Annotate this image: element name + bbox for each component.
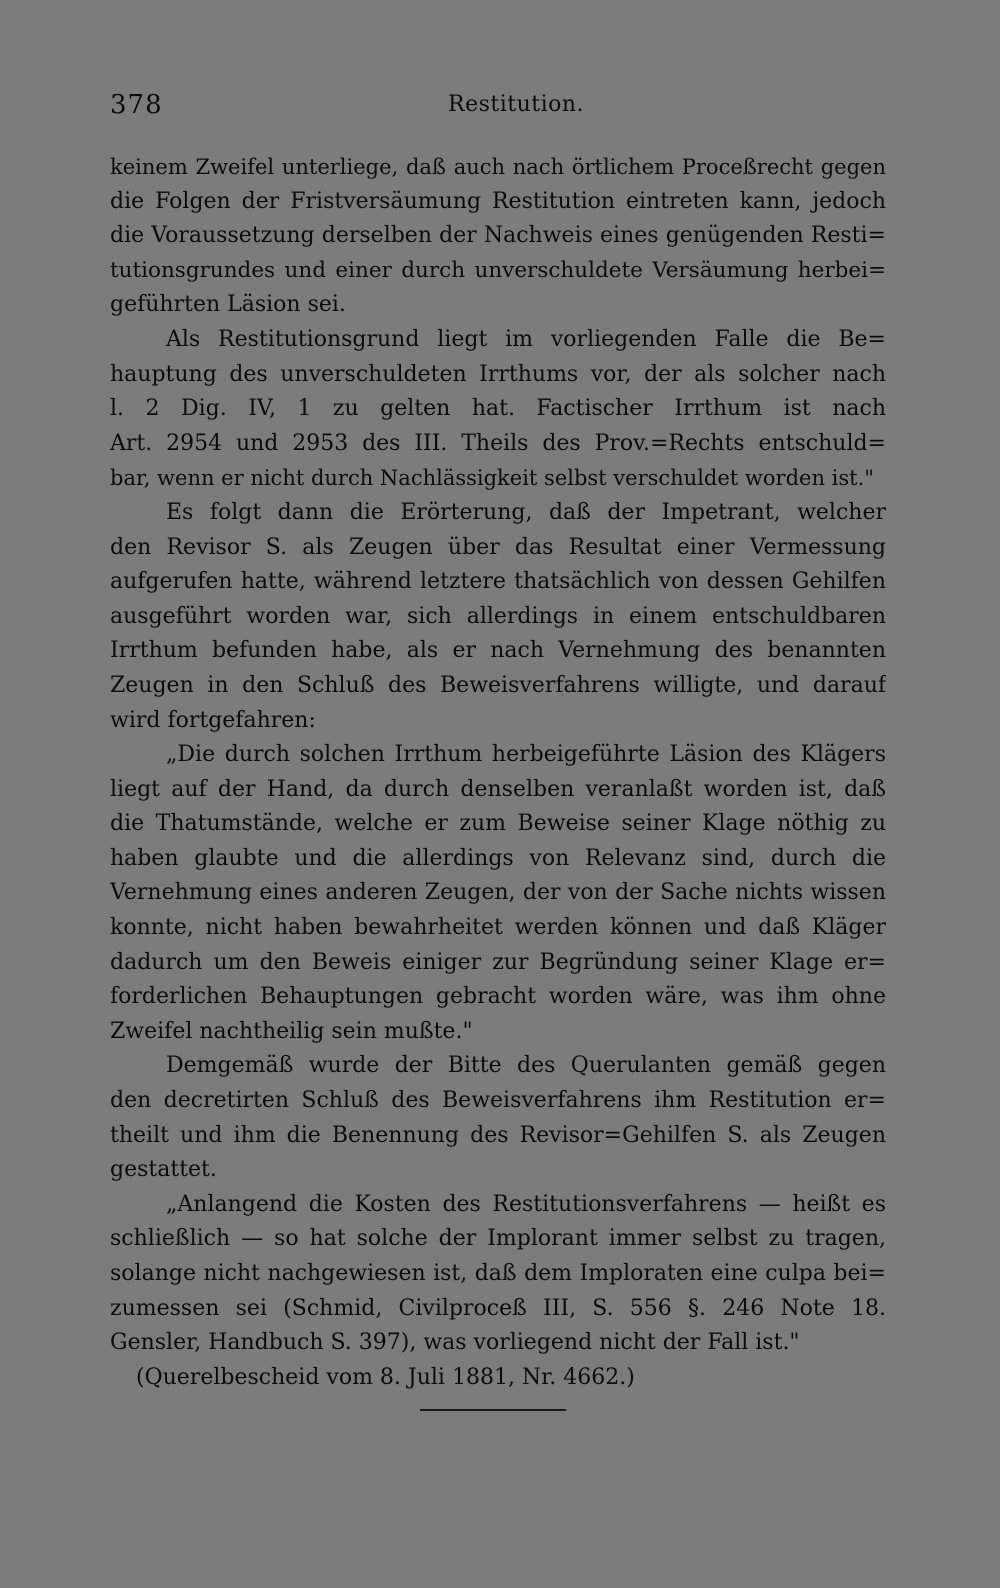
text-line: Vernehmung eines anderen Zeugen, der von der Sache nichts wissen: [110, 880, 886, 906]
text-line: „Die durch solchen Irrthum herbeigeführte Läsion des Klägers: [166, 742, 886, 768]
text-line: l. 2 Dig. IV, 1 zu gelten hat. Factischer Irrthum ist nach: [110, 396, 886, 422]
text-line: Zeugen in den Schluß des Beweisverfahrens willigte, und darauf: [110, 672, 886, 698]
text-line: theilt und ihm die Benennung des Revisor=Gehilfen S. als Zeugen: [110, 1122, 886, 1148]
text-line: (Querelbescheid vom 8. Juli 1881, Nr. 4662.): [136, 1364, 635, 1390]
text-line: konnte, nicht haben bewahrheitet werden können und daß Kläger: [110, 915, 886, 941]
end-rule: [420, 1409, 566, 1411]
text-line: Irrthum befunden habe, als er nach Vernehmung des benannten: [110, 638, 886, 664]
page-number: 378: [110, 90, 163, 120]
text-line: wird fortgefahren:: [110, 707, 316, 733]
running-title: Restitution.: [448, 92, 585, 117]
text-line: Es folgt dann die Erörterung, daß der Impetrant, welcher: [166, 499, 886, 525]
text-line: forderlichen Behauptungen gebracht worden wäre, was ihm ohne: [110, 984, 886, 1010]
text-line: „Anlangend die Kosten des Restitutionsverfahrens — heißt es: [166, 1191, 886, 1217]
text-line: haben glaubte und die allerdings von Relevanz sind, durch die: [110, 845, 886, 871]
text-line: Gensler, Handbuch S. 397), was vorliegend nicht der Fall ist.": [110, 1330, 800, 1356]
text-line: dadurch um den Beweis einiger zur Begründung seiner Klage er=: [110, 949, 886, 975]
text-line: solange nicht nachgewiesen ist, daß dem Imploraten eine culpa bei=: [110, 1261, 886, 1286]
text-line: gestattet.: [110, 1157, 217, 1183]
text-line: die Folgen der Fristversäumung Restitution eintreten kann, jedoch: [110, 188, 886, 214]
text-line: Art. 2954 und 2953 des III. Theils des Prov.=Rechts entschuld=: [110, 430, 886, 456]
text-line: die Thatumstände, welche er zum Beweise seiner Klage nöthig zu: [110, 811, 886, 837]
text-line: geführten Läsion sei.: [110, 292, 346, 318]
text-line: zumessen sei (Schmid, Civilproceß III, S. 556 §. 246 Note 18.: [110, 1295, 886, 1321]
text-line: hauptung des unverschuldeten Irrthums vor, der als solcher nach: [110, 361, 886, 387]
text-line: keinem Zweifel unterliege, daß auch nach örtlichem Proceßrecht gegen: [110, 155, 886, 179]
text-line: den Revisor S. als Zeugen über das Resultat einer Vermessung: [110, 534, 886, 560]
text-line: bar, wenn er nicht durch Nachlässigkeit selbst verschuldet worden ist.": [110, 466, 874, 491]
text-line: den decretirten Schluß des Beweisverfahrens ihm Restitution er=: [110, 1088, 886, 1114]
body-text: [110, 150, 886, 1395]
text-line: Als Restitutionsgrund liegt im vorliegenden Falle die Be=: [166, 326, 886, 352]
text-line: aufgerufen hatte, während letztere thatsächlich von dessen Gehilfen: [110, 569, 886, 595]
text-line: schließlich — so hat solche der Implorant immer selbst zu tragen,: [110, 1226, 886, 1252]
text-line: die Voraussetzung derselben der Nachweis eines genügenden Resti=: [110, 223, 886, 249]
text-line: Zweifel nachtheilig sein mußte.": [110, 1018, 473, 1044]
text-line: Demgemäß wurde der Bitte des Querulanten gemäß gegen: [166, 1053, 886, 1079]
text-line: liegt auf der Hand, da durch denselben veranlaßt worden ist, daß: [110, 776, 886, 802]
text-line: ausgeführt worden war, sich allerdings in einem entschuldbaren: [110, 603, 886, 629]
text-line: tutionsgrundes und einer durch unverschuldete Versäumung herbei=: [110, 257, 886, 283]
